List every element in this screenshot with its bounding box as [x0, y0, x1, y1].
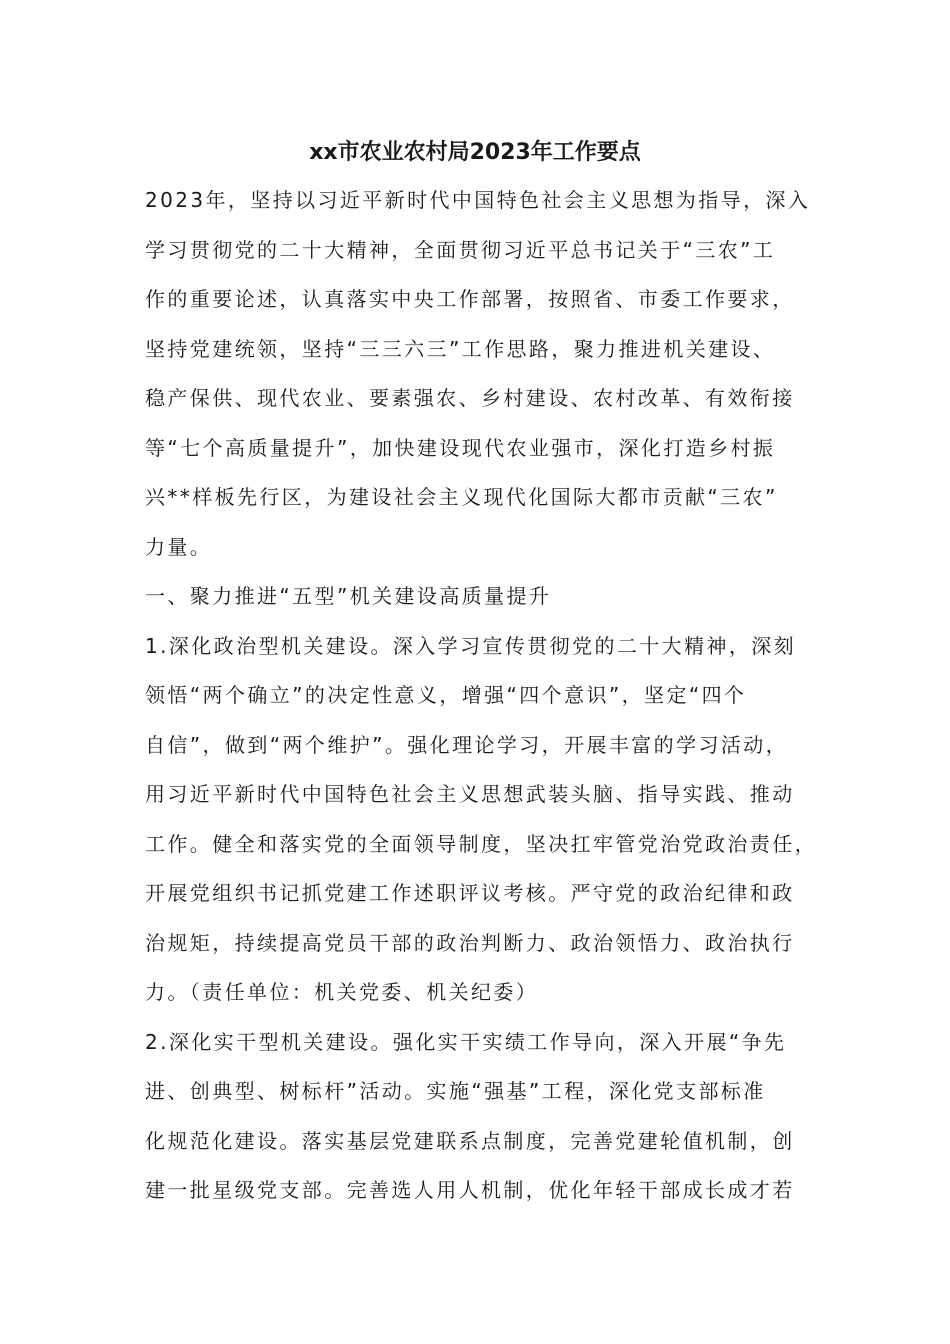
body-line: 力。（责任单位：机关党委、机关纪委）: [145, 980, 539, 1004]
body-line: 用习近平新时代中国特色社会主义思想武装头脑、指导实践、推动: [145, 782, 795, 806]
document-body: [145, 180, 825, 1220]
body-line: 领悟“两个确立”的决定性意义，增强“四个意识”，坚定“四个: [145, 683, 747, 707]
body-line: 2023年，坚持以习近平新时代中国特色社会主义思想为指导，深入: [145, 188, 811, 212]
body-line: 坚持党建统领，坚持“三三六三”工作思路，聚力推进机关建设、: [145, 336, 776, 361]
body-line: 学习贯彻党的二十大精神，全面贯彻习近平总书记关于“三农”工: [145, 237, 776, 262]
body-line: 化规范化建设。落实基层党建联系点制度，完善党建轮值机制，创: [145, 1128, 795, 1153]
body-line: 自信”，做到“两个维护”。强化理论学习，开展丰富的学习活动，: [145, 732, 789, 757]
body-line: 1.深化政治型机关建设。深入学习宣传贯彻党的二十大精神，深刻: [145, 633, 797, 658]
body-line: 开展党组织书记抓党建工作述职评议考核。严守党的政治纪律和政: [145, 881, 795, 905]
section-heading: 一、聚力推进“五型”机关建设高质量提升: [145, 584, 552, 608]
body-line: 等“七个高质量提升”，加快建设现代农业强市，深化打造乡村振: [145, 435, 776, 460]
body-line: 工作。健全和落实党的全面领导制度，坚决扛牢管党治党政治责任，: [145, 831, 817, 856]
body-line: 作的重要论述，认真落实中央工作部署，按照省、市委工作要求，: [145, 287, 795, 311]
body-line: 力量。: [145, 534, 213, 559]
body-line: 稳产保供、现代农业、要素强农、乡村建设、农村改革、有效衔接: [145, 386, 795, 410]
body-line: 兴**样板先行区，为建设社会主义现代化国际大都市贡献“三农”: [145, 485, 778, 509]
body-line: 2.深化实干型机关建设。强化实干实绩工作导向，深入开展“争先: [145, 1029, 787, 1054]
document-title: xx市农业农村局2023年工作要点: [309, 140, 641, 165]
body-line: 建一批星级党支部。完善选人用人机制，优化年轻干部成长成才若: [145, 1178, 795, 1202]
body-line: 治规矩，持续提高党员干部的政治判断力、政治领悟力、政治执行: [145, 930, 795, 955]
body-line: 进、创典型、树标杆”活动。实施“强基”工程，深化党支部标准: [145, 1079, 766, 1103]
